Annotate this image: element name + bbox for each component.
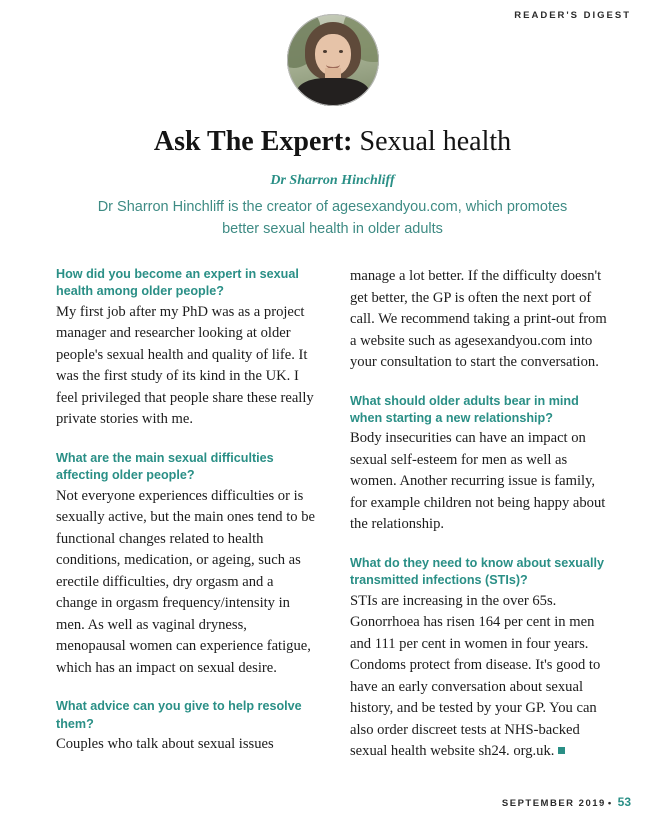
column-right: [350, 266, 612, 763]
article-columns: [56, 266, 612, 763]
footer-issue: SEPTEMBER 2019: [501, 798, 606, 809]
answer-text: Not everyone experiences difficulties or is sexually active, but the main ones tend to be functional changes related to health conditions, medication, or ageing, such as erectile difficulties, dry orgasm and a change in orgasm frequency/intensity in men. As well as vaginal dryness, menopausal women can experience fatigue, which has an impact on sexual desire.: [56, 487, 315, 676]
qa-block: [350, 555, 612, 763]
standfirst: Dr Sharron Hinchliff is the creator of agesexandyou.com, which promotes better sexual health in older adults: [97, 199, 568, 238]
page-title-light: Sexual health: [352, 126, 512, 157]
question-heading: What advice can you give to help resolve them?: [56, 699, 302, 731]
column-left: [56, 266, 318, 763]
qa-block-continuation: [350, 266, 612, 374]
running-head: READER'S DIGEST: [514, 10, 631, 21]
answer-text: Couples who talk about sexual issues: [56, 735, 274, 752]
footer-separator: •: [607, 798, 613, 809]
author-portrait-image: [287, 14, 379, 106]
author-portrait: [287, 14, 379, 106]
portrait-torso: [297, 78, 369, 106]
end-mark-icon: [558, 747, 565, 754]
footer-page-number: 53: [617, 795, 631, 809]
answer-text-body: STIs are increasing in the over 65s. Gonorrhoea has risen 164 per cent in men and 111 per cent in women in four years. Condoms protect from disease. It's good to have an early conversation about sexual history, and be tested by your GP. You can also order discreet tests at NHS-backed sexual health website sh24. org.uk.: [350, 592, 601, 760]
question-heading: What do they need to know about sexually transmitted infections (STIs)?: [350, 555, 605, 588]
page-title: [0, 127, 665, 158]
page-title-strong: Ask The Expert:: [153, 126, 353, 157]
page-footer: [502, 795, 631, 809]
answer-text: Body insecurities can have an impact on sexual self-esteem for men as well as women. Another recurring issue is family, for example children not being happy about the relationship.: [350, 430, 606, 533]
question-heading: How did you become an expert in sexual health among older people?: [56, 267, 299, 299]
byline: Dr Sharron Hinchliff: [270, 173, 395, 188]
answer-text: My first job after my PhD was as a project manager and researcher looking at older people's sexual health and quality of life. It was the first study of its kind in the UK. I feel privileged that people share these really private stories with me.: [56, 303, 314, 428]
answer-text: [350, 591, 612, 763]
question-heading: What are the main sexual difficulties affecting older people?: [56, 450, 274, 483]
qa-block: [56, 450, 318, 679]
qa-block: [350, 393, 612, 536]
portrait-eye-left: [323, 50, 327, 53]
answer-text-continued: manage a lot better. If the difficulty doesn't get better, the GP is often the next port of call. We recommend taking a print-out from a website such as agesexandyou.com into your consultation to start the conversation.: [350, 268, 607, 371]
question-heading: What should older adults bear in mind when starting a new relationship?: [350, 393, 579, 425]
qa-block: [56, 698, 318, 755]
portrait-eye-right: [339, 50, 343, 53]
qa-block: [56, 266, 318, 431]
